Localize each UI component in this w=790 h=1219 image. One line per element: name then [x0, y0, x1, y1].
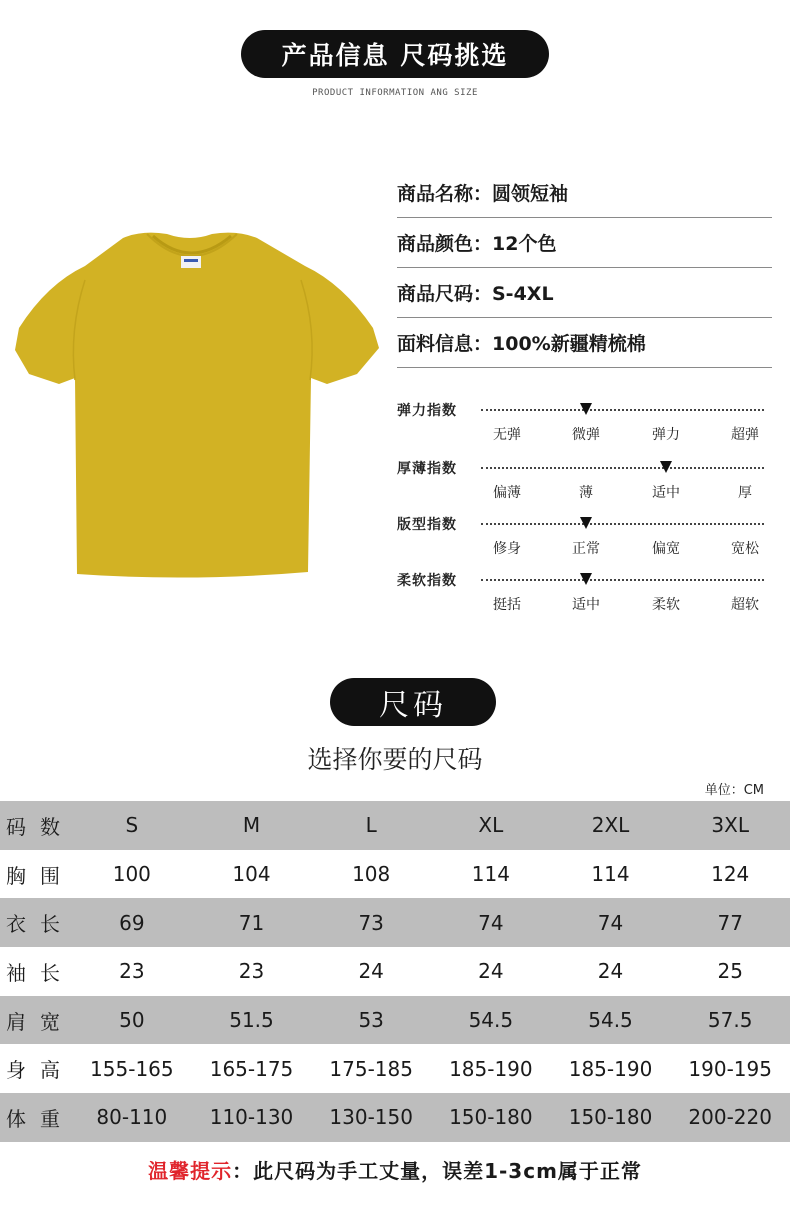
table-row — [0, 1044, 790, 1093]
index-option: 适中 — [572, 597, 600, 613]
index-track — [481, 523, 764, 525]
info-line-size: 商品尺码：S-4XL — [397, 268, 772, 318]
table-cell: 24 — [597, 959, 624, 984]
table-cell: 175-185 — [329, 1056, 413, 1081]
tip-note — [0, 1155, 790, 1184]
table-cell: 69 — [119, 910, 145, 935]
table-cell: 23 — [238, 959, 265, 984]
row-header: 胸围 — [6, 863, 74, 888]
table-row — [0, 850, 790, 899]
table-cell: 200-220 — [688, 1105, 772, 1130]
table-cell: L — [365, 813, 377, 838]
index-option: 厚 — [738, 485, 752, 501]
section-title-pill: 产品信息 尺码挑选 — [241, 30, 549, 78]
table-cell: 77 — [717, 910, 743, 935]
table-cell: 150-180 — [568, 1105, 653, 1130]
unit-label: 单位：CM — [704, 783, 764, 798]
table-cell: 24 — [478, 959, 504, 984]
index-option: 薄 — [579, 485, 593, 501]
table-cell: 54.5 — [588, 1008, 633, 1033]
tshirt-image — [5, 210, 385, 610]
table-cell: 50 — [119, 1008, 145, 1033]
table-cell: 155-165 — [90, 1056, 174, 1081]
index-option: 适中 — [652, 485, 680, 501]
index-marker-icon — [580, 573, 592, 585]
tip-prefix: 温馨提示 — [148, 1159, 233, 1183]
table-cell: 100 — [112, 862, 151, 887]
index-marker-icon — [580, 517, 592, 529]
index-track — [481, 579, 764, 581]
table-cell: 114 — [591, 862, 630, 887]
table-cell: 51.5 — [229, 1008, 274, 1033]
table-cell: 185-190 — [449, 1056, 533, 1081]
info-line-fabric: 面料信息：100%新疆精梳棉 — [397, 318, 772, 368]
table-cell: 25 — [717, 959, 743, 984]
table-row — [0, 898, 790, 947]
table-cell: 74 — [478, 910, 504, 935]
table-cell: 165-175 — [209, 1056, 294, 1081]
table-cell: 130-150 — [329, 1105, 413, 1130]
index-option: 修身 — [493, 541, 521, 557]
table-cell: 3XL — [711, 813, 749, 838]
size-title-pill: 尺码 — [330, 678, 496, 726]
table-cell: 104 — [232, 862, 271, 887]
index-option: 偏薄 — [493, 485, 521, 501]
index-option: 柔软 — [652, 597, 680, 613]
table-cell: 73 — [358, 910, 384, 935]
index-option: 宽松 — [731, 541, 759, 557]
table-cell: M — [242, 813, 261, 838]
index-label: 版型指数 — [397, 517, 457, 533]
index-option: 超弹 — [731, 427, 759, 443]
index-option: 挺括 — [493, 597, 521, 613]
table-cell: XL — [478, 813, 504, 838]
row-header: 衣长 — [6, 912, 74, 937]
table-cell: S — [125, 813, 139, 838]
index-track — [481, 467, 764, 469]
table-cell: 108 — [352, 862, 391, 887]
row-header: 码数 — [6, 814, 74, 839]
info-line-color: 商品颜色：12个色 — [397, 218, 772, 268]
size-table — [0, 801, 790, 1142]
row-header: 身高 — [6, 1058, 74, 1083]
index-option: 弹力 — [652, 427, 680, 443]
info-line-name: 商品名称：圆领短袖 — [397, 168, 772, 218]
index-marker-icon — [660, 461, 672, 473]
table-row — [0, 996, 790, 1045]
section-subtitle: PRODUCT INFORMATION ANG SIZE — [312, 88, 478, 98]
table-cell: 190-195 — [688, 1056, 772, 1081]
table-row — [0, 1093, 790, 1142]
size-subtitle: 选择你要的尺码 — [307, 745, 483, 774]
table-cell: 150-180 — [449, 1105, 533, 1130]
row-header: 体重 — [6, 1106, 74, 1131]
index-track — [481, 409, 764, 411]
table-cell: 71 — [238, 910, 265, 935]
table-cell: 185-190 — [568, 1056, 653, 1081]
table-cell: 54.5 — [468, 1008, 514, 1033]
table-row — [0, 801, 790, 850]
table-cell: 24 — [358, 959, 384, 984]
row-header: 袖长 — [6, 960, 74, 985]
index-label: 弹力指数 — [397, 403, 457, 419]
table-cell: 53 — [358, 1008, 384, 1033]
index-option: 正常 — [572, 541, 600, 557]
index-option: 超软 — [731, 597, 759, 613]
tip-text: ：此尺码为手工丈量，误差1-3cm属于正常 — [232, 1159, 642, 1183]
index-option: 偏宽 — [652, 541, 680, 557]
index-option: 微弹 — [572, 427, 600, 443]
table-cell: 57.5 — [707, 1008, 753, 1033]
index-option: 无弹 — [493, 427, 521, 443]
index-marker-icon — [580, 403, 592, 415]
table-cell: 124 — [711, 862, 750, 887]
table-cell: 80-110 — [96, 1105, 168, 1130]
table-row — [0, 947, 790, 996]
table-cell: 114 — [471, 862, 510, 887]
table-cell: 23 — [119, 959, 145, 984]
table-cell: 110-130 — [209, 1105, 294, 1130]
row-header: 肩宽 — [6, 1009, 74, 1034]
table-cell: 74 — [597, 910, 624, 935]
index-label: 厚薄指数 — [397, 461, 457, 477]
index-label: 柔软指数 — [397, 573, 457, 589]
table-cell: 2XL — [591, 813, 630, 838]
